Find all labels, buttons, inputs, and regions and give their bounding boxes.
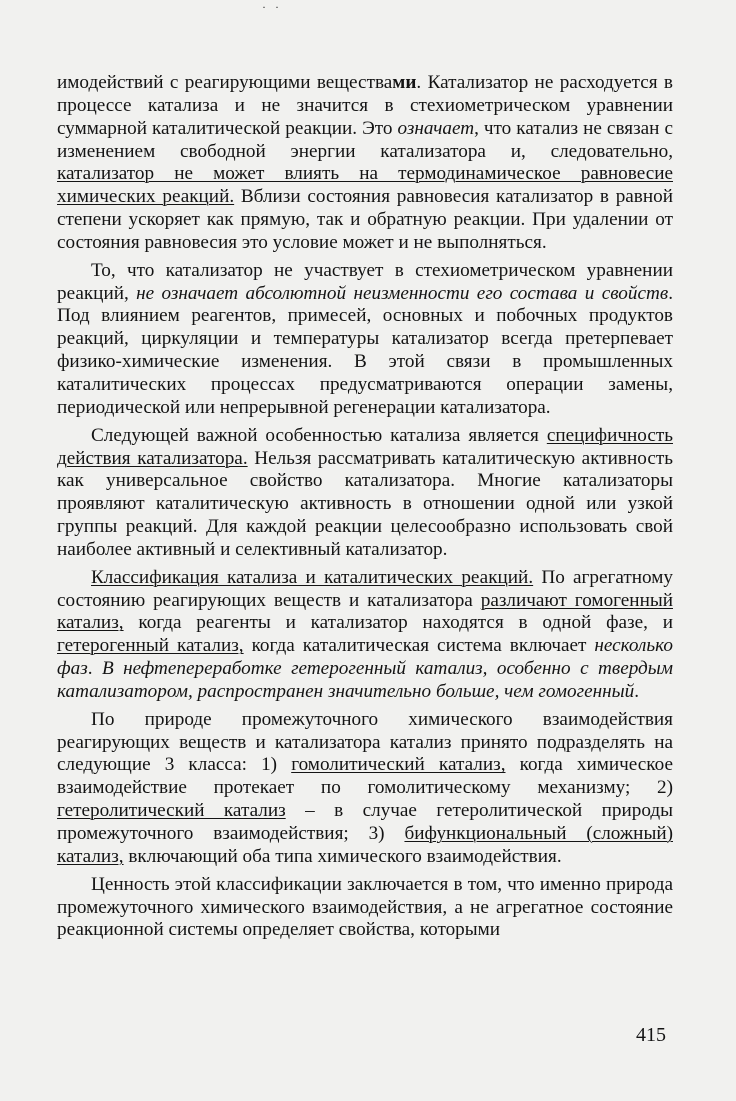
- paragraph: [57, 874, 673, 943]
- text-run: включающий оба типа химического взаимодействия.: [123, 845, 562, 867]
- underlined-term: гетерогенный катализ,: [57, 635, 244, 657]
- italic-text: несколько фаз: [57, 635, 673, 680]
- text-run: Следующей важной особенностью катализа является: [91, 424, 547, 446]
- text-run: Ценность этой классификации заключается в том, что именно природа промежуточного химического взаимодействия, а не агрегатное состояние реакционной системы определяет свойства, которыми: [57, 873, 673, 941]
- paragraph: [57, 567, 673, 704]
- text-run: .: [87, 658, 102, 680]
- paragraph: [57, 72, 673, 255]
- text-run: – в случае гетеролитической природы промежуточного взаимодействия; 3): [57, 800, 674, 844]
- text-run: когда каталитическая система включает: [243, 635, 595, 657]
- underlined-term: катализатор не может влиять на термодинамическое равновесие химических реакций.: [57, 163, 673, 208]
- italic-text: означает: [397, 117, 475, 139]
- text-run: Нельзя рассматривать каталитическую активность как универсальное свойство катализатора. Многие катализаторы проявляют каталитическую активность в отношении одной или узкой группы реакций. Для каждой реакции целесообразно использовать свой наиболее активный и селективный катализатор.: [57, 447, 673, 560]
- underlined-term: различают гомогенный катализ,: [57, 589, 673, 634]
- paragraph: [57, 709, 673, 869]
- header-marks: · ·: [262, 0, 282, 14]
- text-run: имодействий с реагирующими вещества: [57, 72, 393, 93]
- text-run: По природе промежуточного химического взаимодействия реагирующих веществ и катализатора катализ принято подразделять на следующие 3 класса: 1): [57, 708, 673, 776]
- text-run: . Катализатор не расходуется в процессе катализа и не значится в стехиометрическом уравнении суммарной каталитической реакции. Это: [57, 72, 673, 139]
- underlined-term: специфичность действия катализатора.: [57, 424, 673, 469]
- bold-text: ми: [392, 72, 417, 93]
- italic-text: не означает абсолютной неизменности его состава и свойств: [136, 282, 669, 304]
- text-run: По агрегатному состоянию реагирующих веществ и катализатора: [57, 566, 673, 611]
- text-run: когда реагенты и катализатор находятся в одной фазе, и: [123, 612, 673, 634]
- text-run: . Под влиянием реагентов, примесей, основных и побочных продуктов реакций, циркуляции и температуры катализатор всегда претерпевает физико-химические изменения. В этой связи в промышленных каталитических процессах предусматриваются операции замены, периодической или непрерывной регенерации катализатора.: [57, 282, 673, 418]
- underlined-term: гомолитический катализ,: [291, 754, 506, 776]
- text-run: , что катализ не связан с изменением свободной энергии катализатора и, следовательно,: [57, 117, 673, 162]
- underlined-term: бифункциональный (сложный) катализ,: [57, 823, 673, 867]
- body-text: [57, 72, 673, 942]
- paragraph: [57, 260, 673, 420]
- text-run: Вблизи состояния равновесия катализатор в равной степени ускоряет как прямую, так и обратную реакции. При удалении от состояния равновесия это условие может и не выполняться.: [57, 186, 673, 253]
- page-number: 415: [636, 1024, 666, 1046]
- underlined-term: Классификация катализа и каталитических реакций.: [91, 566, 534, 588]
- text-run: .: [634, 680, 640, 702]
- italic-text: В нефтепереработке гетерогенный катализ, особенно с твердым катализатором, распространен значительно больше, чем гомогенный: [57, 658, 674, 702]
- text-run: То, что катализатор не участвует в стехиометрическом уравнении реакций,: [57, 259, 673, 304]
- text-run: когда химическое взаимодействие протекает по гомолитическому механизму; 2): [57, 754, 673, 799]
- paragraph: [57, 425, 673, 562]
- underlined-term: гетеролитический катализ: [57, 800, 286, 822]
